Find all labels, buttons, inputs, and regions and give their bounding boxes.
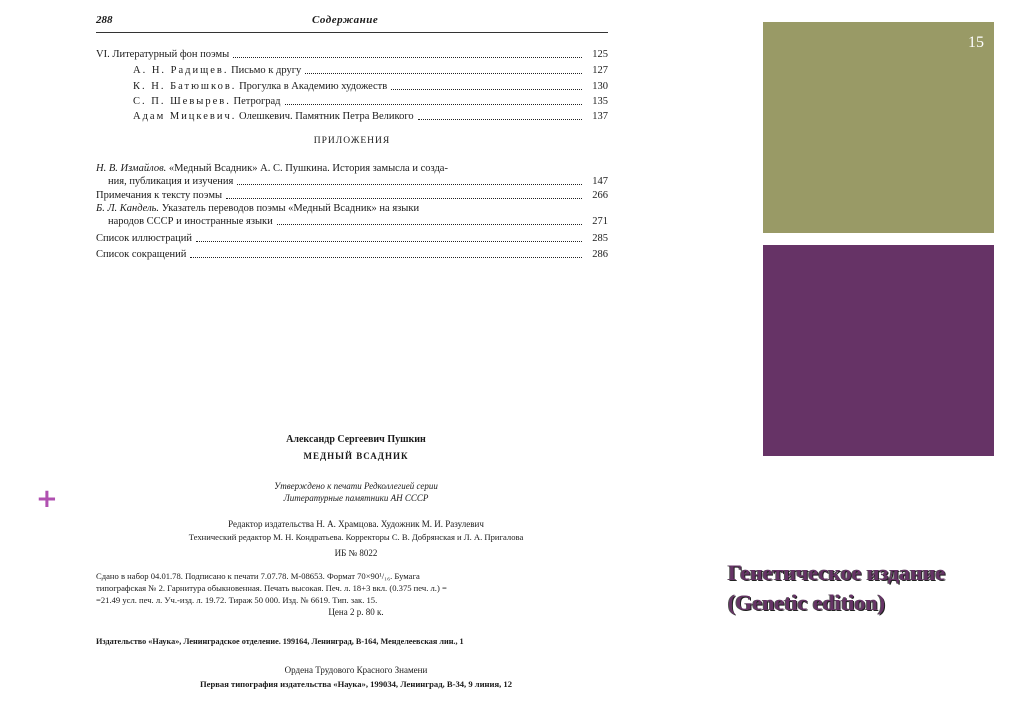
imprint-editors: Редактор издательства Н. А. Храмцова. Художник М. И. Разулевич: [228, 519, 484, 529]
dot-leader: [190, 257, 582, 258]
imprint-approved: Литературные памятники АН СССР: [283, 493, 429, 503]
plus-icon: +: [36, 484, 58, 514]
toc-author: А. Н. Радищев.: [133, 65, 229, 76]
dot-leader: [391, 89, 582, 90]
toc-page: 266: [592, 190, 608, 201]
caption-line: (Genetic edition): [728, 590, 886, 615]
toc-page: 127: [592, 65, 608, 76]
toc-page: 147: [592, 176, 608, 187]
toc-page: 286: [592, 249, 608, 260]
caption-line: Генетическое издание: [728, 560, 946, 585]
toc-label: Петроград: [233, 96, 281, 107]
toc-label: Прогулка в Академию художеств: [239, 81, 388, 92]
toc-page: 271: [592, 216, 608, 227]
imprint-price: Цена 2 р. 80 к.: [328, 607, 384, 617]
appendix-author: Н. В. Измайлов.: [96, 163, 167, 174]
toc-page: 130: [592, 81, 608, 92]
toc-author: К. Н. Батюшков.: [133, 81, 237, 92]
appendix-line: народов СССР и иностранные языки: [108, 216, 273, 227]
toc-row: [96, 215, 608, 228]
slide-caption: [728, 558, 1018, 618]
toc-row: [96, 232, 608, 245]
appendix-line: Список сокращений: [96, 249, 187, 260]
appendix-entry: [96, 203, 608, 216]
toc-row: [96, 175, 608, 188]
appendix-line: Примечания к тексту поэмы: [96, 190, 223, 201]
page-number: 288: [96, 14, 113, 26]
dot-leader: [285, 104, 582, 105]
dot-leader: [196, 241, 582, 242]
toc-label: VI. Литературный фон поэмы: [96, 49, 230, 60]
appendix-heading: ПРИЛОЖЕНИЯ: [313, 136, 391, 146]
toc-label: Олешкевич. Памятник Петра Великого: [239, 111, 414, 122]
toc-row: [96, 189, 608, 202]
slide-number: 15: [968, 34, 984, 51]
toc-page: 135: [592, 96, 608, 107]
imprint-order: Ордена Трудового Красного Знамени: [284, 665, 428, 675]
toc-row: [133, 64, 608, 77]
imprint-print-data: Сдано в набор 04.01.78. Подписано к печати 7.07.78. М-08653. Формат 70×90¹/₁₆. Бумага: [96, 571, 420, 581]
toc-row: [96, 48, 608, 61]
toc-row: [96, 248, 608, 261]
dot-leader: [226, 198, 582, 199]
imprint-ib: ИБ № 8022: [334, 548, 378, 558]
dot-leader: [237, 184, 582, 185]
olive-decor-block: [763, 22, 994, 233]
running-title: Содержание: [312, 14, 379, 26]
appendix-entry: [96, 163, 608, 176]
imprint-print-data: =21.49 усл. печ. л. Уч.-изд. л. 19.72. Тираж 50 000. Изд. № 6619. Тип. зак. 15.: [96, 595, 378, 605]
running-header: [96, 14, 608, 33]
dot-leader: [305, 73, 582, 74]
dot-leader: [277, 224, 582, 225]
appendix-line: ния, публикация и изучения: [108, 176, 234, 187]
toc-author: Адам Мицкевич.: [133, 111, 237, 122]
imprint-publisher: Издательство «Наука», Ленинградское отделение. 199164, Ленинград, В-164, Менделеевская лин., 1: [96, 637, 464, 646]
toc-label: Письмо к другу: [231, 65, 302, 76]
toc-page: 137: [592, 111, 608, 122]
appendix-line: Указатель переводов поэмы «Медный Всадник» на языки: [161, 203, 420, 214]
toc-row: [133, 80, 608, 93]
imprint-print-data: типографская № 2. Гарнитура обыкновенная. Печать высокая. Печ. л. 18+3 вкл. (0.375 печ. л.) =: [96, 583, 447, 593]
imprint-author: Александр Сергеевич Пушкин: [286, 434, 426, 445]
toc-author: С. П. Шевырев.: [133, 96, 231, 107]
purple-decor-block: [763, 245, 994, 456]
imprint-title: МЕДНЫЙ ВСАДНИК: [303, 451, 409, 461]
toc-page: 285: [592, 233, 608, 244]
imprint-printer: Первая типография издательства «Наука», 199034, Ленинград, В-34, 9 линия, 12: [199, 679, 512, 689]
appendix-author: Б. Л. Кандель.: [96, 203, 160, 214]
appendix-line: Список иллюстраций: [96, 233, 192, 244]
dot-leader: [418, 119, 582, 120]
appendix-line: «Медный Всадник» А. С. Пушкина. История замысла и созда-: [168, 163, 448, 174]
imprint-editors: Технический редактор М. Н. Кондратьева. Корректоры С. В. Добрянская и Л. А. Пригалова: [188, 532, 524, 542]
toc-row: [133, 110, 608, 123]
toc-row: [133, 95, 608, 108]
toc-page: 125: [592, 49, 608, 60]
imprint-approved: Утверждено к печати Редколлегией серии: [274, 481, 438, 491]
dot-leader: [233, 57, 582, 58]
